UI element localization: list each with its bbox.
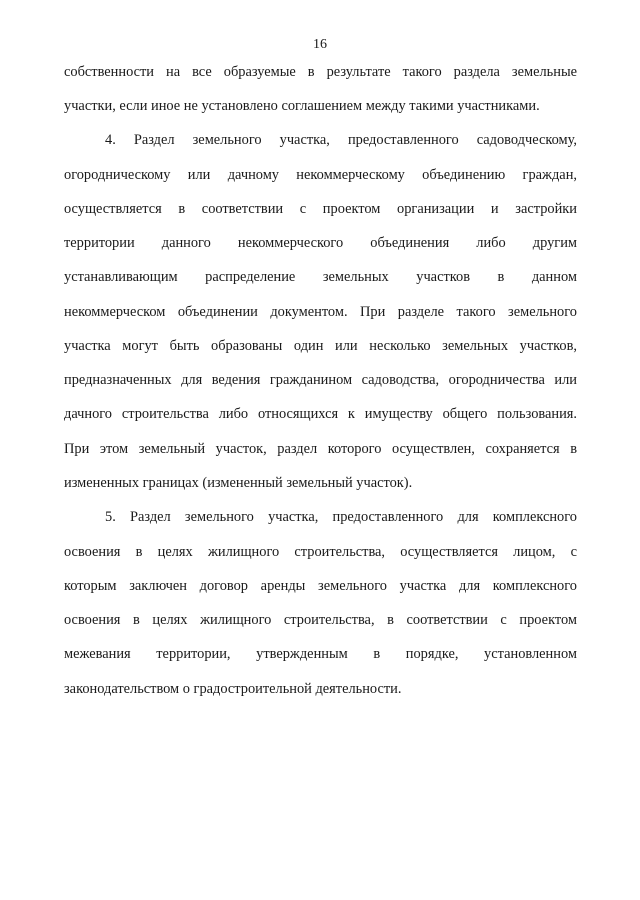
text-line: осуществляется в соответствии с проектом организации и застройки [64,201,577,217]
text-line: дачного строительства либо относящихся к имуществу общего пользования. [64,406,577,422]
text-line: освоения в целях жилищного строительства, осуществляется лицом, с [64,544,577,560]
text-line: предназначенных для ведения гражданином садоводства, огородничества или [64,372,577,388]
text-line: участка могут быть образованы один или несколько земельных участков, [64,338,577,354]
text-line: некоммерческом объединении документом. При разделе такого земельного [64,304,577,320]
text-line: межевания территории, утвержденным в порядке, установленном [64,646,577,662]
text-line: освоения в целях жилищного строительства, в соответствии с проектом [64,612,577,628]
paragraph-4-first-line: 4. Раздел земельного участка, предоставленного садоводческому, [105,132,577,148]
text-line: законодательством о градостроительной деятельности. [64,681,402,697]
text-line: При этом земельный участок, раздел которого осуществлен, сохраняется в [64,441,577,457]
text-line: огородническому или дачному некоммерческому объединению граждан, [64,167,577,183]
text-line: измененных границах (измененный земельный участок). [64,475,413,491]
text-line: которым заключен договор аренды земельного участка для комплексного [64,578,577,594]
text-line: собственности на все образуемые в результате такого раздела земельные [64,64,577,80]
paragraph-5-first-line: 5. Раздел земельного участка, предоставленного для комплексного [105,509,577,525]
page-number: 16 [313,37,327,52]
text-line: территории данного некоммерческого объединения либо другим [64,235,577,251]
text-line: участки, если иное не установлено соглашением между такими участниками. [64,98,540,114]
text-line: устанавливающим распределение земельных участков в данном [64,269,577,285]
